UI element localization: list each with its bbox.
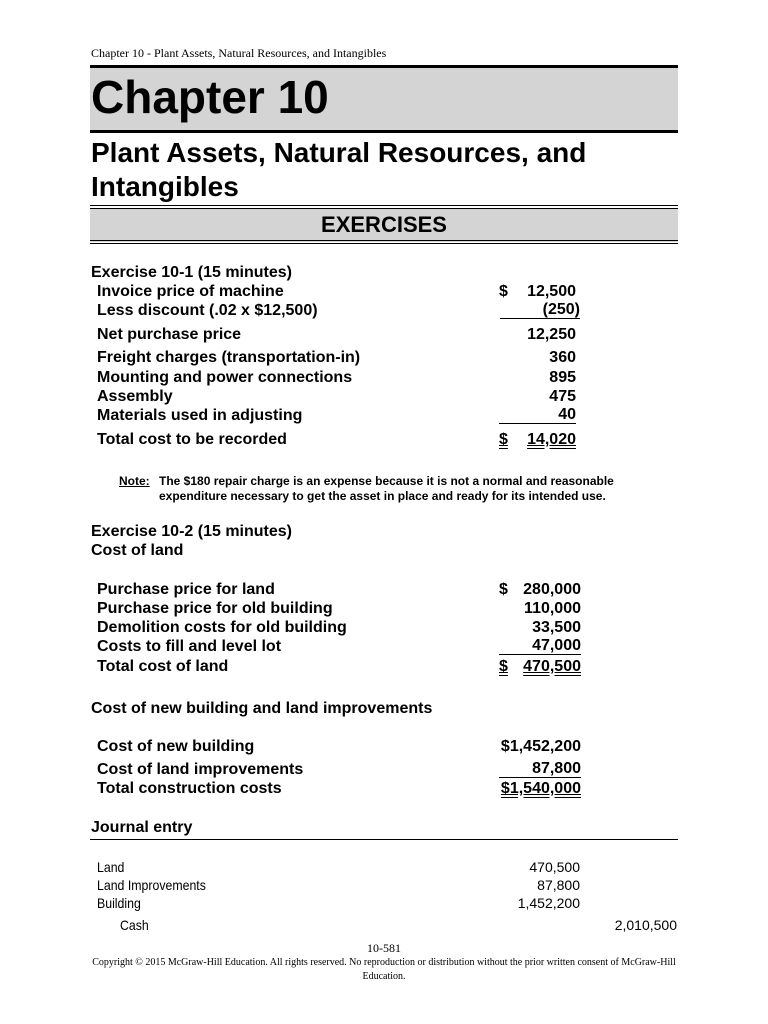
exercises-rule-bottom-2 bbox=[90, 243, 678, 244]
journal-debit: 87,800 bbox=[537, 877, 580, 893]
ex1-row-amount: 40 bbox=[499, 407, 576, 424]
journal-account: Building bbox=[97, 895, 141, 911]
ex1-row-label: Invoice price of machine bbox=[97, 283, 284, 300]
note-line-1: The $180 repair charge is an expense because it is not a normal and reasonable bbox=[159, 474, 614, 488]
exercise-10-1-heading: Exercise 10-1 (15 minutes) bbox=[91, 264, 292, 281]
note-label: Note: bbox=[119, 474, 150, 488]
note-line-2: expenditure necessary to get the asset in place and ready for its intended use. bbox=[159, 489, 606, 503]
land-row-dollar: $ bbox=[499, 658, 508, 675]
journal-debit: 1,452,200 bbox=[517, 895, 580, 911]
chapter-rule bbox=[90, 130, 678, 133]
journal-account: Cash bbox=[120, 917, 149, 933]
ex1-row-label: Net purchase price bbox=[97, 326, 242, 343]
land-row-label: Purchase price for land bbox=[97, 581, 275, 598]
page-number: 10-581 bbox=[367, 941, 401, 955]
building-row-amount: $1,452,200 bbox=[500, 738, 581, 755]
exercise-10-2-heading: Exercise 10-2 (15 minutes) bbox=[91, 523, 292, 540]
section-title: EXERCISES bbox=[321, 212, 447, 237]
ex1-row-label: Materials used in adjusting bbox=[97, 407, 303, 424]
ex1-row-amount: 360 bbox=[549, 349, 576, 366]
ex1-row-label: Freight charges (transportation-in) bbox=[97, 349, 361, 366]
ex1-row-amount: 14,020 bbox=[527, 431, 576, 448]
journal-credit: 2,010,500 bbox=[614, 917, 677, 933]
building-row-amount: 87,800 bbox=[499, 761, 581, 778]
building-row-label: Cost of land improvements bbox=[97, 761, 304, 778]
chapter-subtitle: Plant Assets, Natural Resources, and Intangibles bbox=[91, 137, 587, 202]
journal-account: Land Improvements bbox=[97, 877, 206, 893]
ex1-row-amount: (250) bbox=[500, 302, 580, 319]
copyright-line-2: Education. bbox=[362, 971, 406, 982]
building-row-label: Total construction costs bbox=[97, 780, 282, 797]
ex1-row-amount: 475 bbox=[549, 388, 576, 405]
journal-heading: Journal entry bbox=[91, 819, 193, 836]
ex1-row-amount: 895 bbox=[549, 369, 576, 386]
building-heading: Cost of new building and land improvements bbox=[91, 700, 433, 717]
land-row-amount: 33,500 bbox=[532, 619, 581, 636]
copyright-line-1: Copyright © 2015 McGraw-Hill Education. All rights reserved. No reproduction or distribution without the prior written consent of McGraw-Hill bbox=[92, 957, 676, 968]
exercises-rule-top-2 bbox=[90, 208, 678, 209]
land-row-amount: 280,000 bbox=[523, 581, 581, 598]
land-row-label: Total cost of land bbox=[97, 658, 229, 675]
ex1-row-label: Mounting and power connections bbox=[97, 369, 353, 386]
land-row-amount: 470,500 bbox=[523, 658, 581, 675]
land-row-label: Purchase price for old building bbox=[97, 600, 333, 617]
land-row-label: Demolition costs for old building bbox=[97, 619, 347, 636]
ex1-row-label: Less discount (.02 x $12,500) bbox=[97, 302, 318, 319]
ex1-row-amount: 12,250 bbox=[527, 326, 576, 343]
land-row-amount: 110,000 bbox=[524, 600, 581, 617]
land-row-amount: 47,000 bbox=[499, 638, 581, 655]
journal-account: Land bbox=[97, 859, 125, 875]
journal-rule bbox=[90, 839, 678, 840]
exercises-rule-bottom bbox=[90, 240, 678, 241]
cost-of-land-heading: Cost of land bbox=[91, 542, 184, 559]
ex1-row-label: Total cost to be recorded bbox=[97, 431, 287, 448]
ex1-row-label: Assembly bbox=[97, 388, 173, 405]
exercises-rule-top bbox=[90, 205, 678, 206]
running-header: Chapter 10 - Plant Assets, Natural Resources, and Intangibles bbox=[91, 46, 387, 60]
ex1-row-dollar: $ bbox=[499, 431, 508, 448]
land-row-dollar: $ bbox=[499, 581, 508, 598]
building-row-amount: $1,540,000 bbox=[500, 780, 581, 797]
ex1-row-amount: 12,500 bbox=[527, 283, 576, 300]
building-row-label: Cost of new building bbox=[97, 738, 255, 755]
land-row-label: Costs to fill and level lot bbox=[97, 638, 282, 655]
chapter-title: Chapter 10 bbox=[91, 71, 329, 123]
journal-debit: 470,500 bbox=[529, 859, 580, 875]
ex1-row-dollar: $ bbox=[499, 283, 508, 300]
